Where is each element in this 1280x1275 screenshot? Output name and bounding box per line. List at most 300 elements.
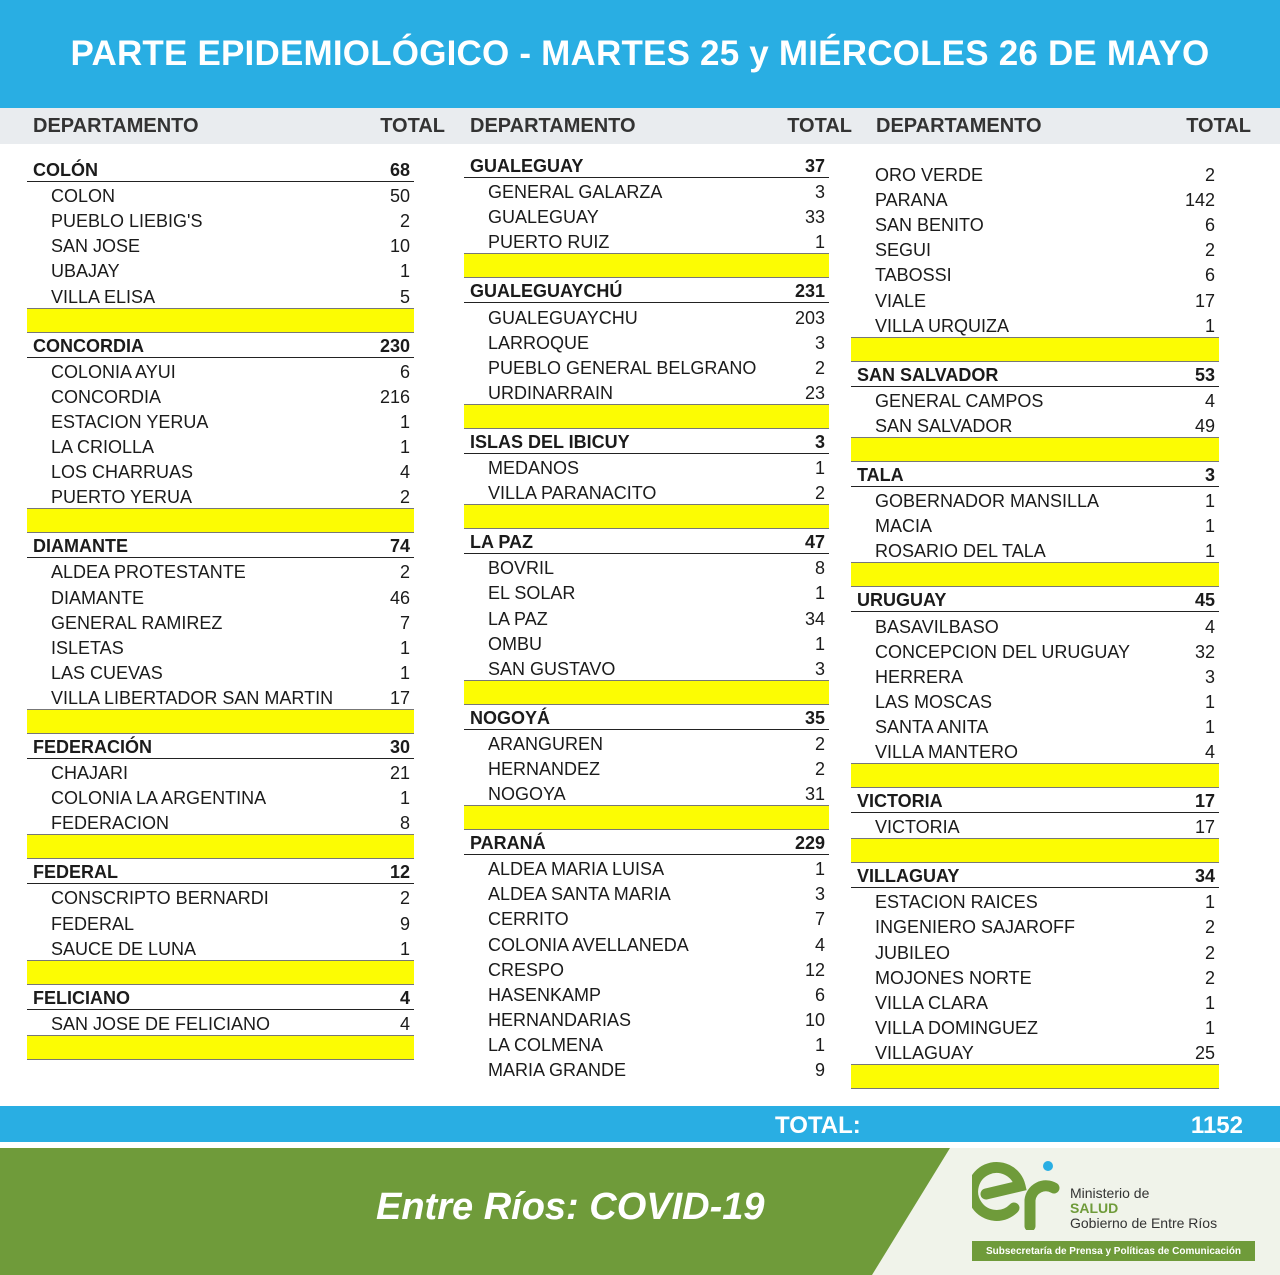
locality-row-name: LAS CUEVAS bbox=[51, 662, 163, 683]
locality-row-name: UBAJAY bbox=[51, 261, 120, 282]
locality-row-name: VILLA DOMINGUEZ bbox=[875, 1017, 1039, 1038]
department-row-name: SAN SALVADOR bbox=[857, 364, 999, 385]
locality-row-value: 2 bbox=[1204, 967, 1215, 988]
separator-highlight bbox=[464, 504, 829, 529]
locality-row-name: CRESPO bbox=[488, 959, 565, 980]
locality-row bbox=[851, 713, 1219, 738]
locality-row-value: 1 bbox=[1204, 491, 1215, 512]
locality-row-value: 142 bbox=[1184, 190, 1215, 211]
locality-row-name: ALDEA MARIA LUISA bbox=[488, 859, 665, 880]
department-row-name: CONCORDIA bbox=[33, 335, 144, 356]
locality-row-name: SANTA ANITA bbox=[875, 716, 989, 737]
locality-row bbox=[27, 935, 414, 960]
total-bar bbox=[0, 1106, 1280, 1142]
locality-row-name: GUALEGUAYCHU bbox=[488, 307, 638, 328]
table-column-1 bbox=[27, 157, 414, 1060]
locality-row-name: JUBILEO bbox=[875, 942, 951, 963]
locality-row-name: PUEBLO GENERAL BELGRANO bbox=[488, 357, 757, 378]
separator-highlight bbox=[27, 308, 414, 333]
department-row-name: FEDERAL bbox=[33, 862, 118, 883]
column-header-3 bbox=[876, 108, 1251, 144]
locality-row-name: HERNANDARIAS bbox=[488, 1009, 632, 1030]
locality-row-value: 3 bbox=[814, 332, 825, 353]
locality-row bbox=[27, 282, 414, 307]
locality-row bbox=[27, 684, 414, 709]
locality-row-name: VILLA PARANACITO bbox=[488, 483, 657, 504]
locality-row-name: CONSCRIPTO BERNARDI bbox=[51, 888, 269, 909]
locality-row-name: PUERTO RUIZ bbox=[488, 232, 610, 253]
department-row-name: VICTORIA bbox=[857, 791, 943, 812]
department-row-value: 3 bbox=[814, 431, 825, 452]
locality-row bbox=[851, 813, 1219, 838]
locality-row bbox=[851, 612, 1219, 637]
dept-header: DEPARTAMENTO bbox=[470, 114, 636, 137]
locality-row-name: VILLA CLARA bbox=[875, 992, 989, 1013]
locality-row bbox=[27, 433, 414, 458]
locality-row-value: 1 bbox=[1204, 992, 1215, 1013]
locality-row-value: 31 bbox=[804, 784, 825, 805]
locality-row-name: ALDEA PROTESTANTE bbox=[51, 562, 246, 583]
locality-row bbox=[851, 938, 1219, 963]
locality-row-value: 2 bbox=[814, 758, 825, 779]
locality-row-name: PUEBLO LIEBIG'S bbox=[51, 211, 203, 232]
separator-highlight bbox=[27, 834, 414, 859]
department-row-value: 30 bbox=[389, 736, 410, 757]
department-row-value: 37 bbox=[804, 156, 825, 177]
separator-highlight bbox=[851, 562, 1219, 587]
locality-row-name: SEGUI bbox=[875, 240, 932, 261]
locality-row-name: GOBERNADOR MANSILLA bbox=[875, 491, 1100, 512]
locality-row-value: 1 bbox=[1204, 1017, 1215, 1038]
department-row-name: NOGOYÁ bbox=[470, 707, 551, 728]
department-row-value: 45 bbox=[1194, 590, 1215, 611]
locality-row-value: 6 bbox=[814, 984, 825, 1005]
locality-row bbox=[851, 487, 1219, 512]
locality-row bbox=[851, 236, 1219, 261]
locality-row-value: 1 bbox=[1204, 315, 1215, 336]
locality-row-value: 10 bbox=[389, 236, 410, 257]
locality-row-name: NOGOYA bbox=[488, 784, 566, 805]
locality-row bbox=[27, 458, 414, 483]
locality-row-name: VILLAGUAY bbox=[875, 1042, 974, 1063]
locality-row-value: 3 bbox=[814, 884, 825, 905]
locality-row-value: 1 bbox=[814, 859, 825, 880]
locality-row-value: 8 bbox=[814, 558, 825, 579]
department-row-value: 53 bbox=[1194, 364, 1215, 385]
locality-row-value: 12 bbox=[804, 959, 825, 980]
locality-row-name: COLON bbox=[51, 186, 116, 207]
locality-row-value: 7 bbox=[814, 909, 825, 930]
locality-row bbox=[27, 809, 414, 834]
locality-row-name: FEDERAL bbox=[51, 913, 135, 934]
locality-row bbox=[851, 688, 1219, 713]
separator-highlight bbox=[464, 253, 829, 278]
locality-row-name: FEDERACION bbox=[51, 813, 170, 834]
department-row bbox=[464, 529, 829, 554]
locality-row bbox=[464, 855, 829, 880]
department-row bbox=[464, 429, 829, 454]
locality-row-name: BOVRIL bbox=[488, 558, 555, 579]
locality-row bbox=[464, 354, 829, 379]
locality-row-value: 5 bbox=[399, 286, 410, 307]
locality-row-value: 1 bbox=[1204, 516, 1215, 537]
locality-row bbox=[27, 909, 414, 934]
department-row bbox=[464, 830, 829, 855]
total-value: 1152 bbox=[1190, 1112, 1243, 1139]
locality-row-value: 2 bbox=[1204, 165, 1215, 186]
locality-row bbox=[464, 930, 829, 955]
locality-row-value: 1 bbox=[1204, 716, 1215, 737]
locality-row-name: HERRERA bbox=[875, 666, 964, 687]
separator-highlight bbox=[851, 1064, 1219, 1089]
department-row-value: 3 bbox=[1204, 465, 1215, 486]
locality-row-value: 4 bbox=[814, 934, 825, 955]
department-row bbox=[851, 863, 1219, 888]
locality-row bbox=[851, 888, 1219, 913]
locality-row-value: 7 bbox=[399, 612, 410, 633]
locality-row-name: VILLA MANTERO bbox=[875, 741, 1019, 762]
subsecretaria-strip: Subsecretaría de Prensa y Políticas de Comunicación bbox=[972, 1241, 1255, 1261]
locality-row-name: ESTACION RAICES bbox=[875, 892, 1038, 913]
locality-row bbox=[464, 579, 829, 604]
table-column-2 bbox=[464, 153, 829, 1081]
locality-row-value: 25 bbox=[1194, 1042, 1215, 1063]
locality-row-name: OMBU bbox=[488, 633, 542, 654]
locality-row bbox=[27, 232, 414, 257]
department-row-name: GUALEGUAYCHÚ bbox=[470, 281, 623, 302]
separator-highlight bbox=[464, 805, 829, 830]
locality-row bbox=[464, 203, 829, 228]
locality-row bbox=[851, 211, 1219, 236]
locality-row bbox=[27, 408, 414, 433]
locality-row-value: 2 bbox=[814, 357, 825, 378]
locality-row-name: CHAJARI bbox=[51, 763, 129, 784]
locality-row-value: 4 bbox=[399, 462, 410, 483]
locality-row-value: 2 bbox=[814, 733, 825, 754]
ministry-line3: Gobierno de Entre Ríos bbox=[1070, 1215, 1218, 1231]
locality-row-value: 50 bbox=[389, 186, 410, 207]
locality-row bbox=[464, 228, 829, 253]
locality-row bbox=[851, 161, 1219, 186]
department-row-value: 231 bbox=[794, 281, 825, 302]
total-header: TOTAL bbox=[1186, 114, 1251, 137]
locality-row-name: ISLETAS bbox=[51, 637, 124, 658]
locality-row bbox=[27, 483, 414, 508]
ministry-label bbox=[1070, 1186, 1217, 1231]
locality-row-name: ORO VERDE bbox=[875, 165, 984, 186]
locality-row bbox=[464, 554, 829, 579]
locality-row-name: GENERAL CAMPOS bbox=[875, 390, 1044, 411]
department-row-value: 35 bbox=[804, 707, 825, 728]
locality-row bbox=[851, 512, 1219, 537]
locality-row bbox=[464, 303, 829, 328]
locality-row-name: DIAMANTE bbox=[51, 587, 145, 608]
locality-row-value: 3 bbox=[1204, 666, 1215, 687]
department-row-name: GUALEGUAY bbox=[470, 156, 584, 177]
department-row bbox=[464, 278, 829, 303]
total-header: TOTAL bbox=[787, 114, 852, 137]
locality-row-value: 21 bbox=[389, 763, 410, 784]
locality-row bbox=[464, 604, 829, 629]
footer-title: Entre Ríos: COVID-19 bbox=[376, 1186, 765, 1228]
locality-row bbox=[27, 358, 414, 383]
locality-row bbox=[851, 638, 1219, 663]
dept-header: DEPARTAMENTO bbox=[33, 114, 199, 137]
locality-row bbox=[851, 412, 1219, 437]
locality-row-name: INGENIERO SAJAROFF bbox=[875, 917, 1076, 938]
locality-row-value: 17 bbox=[1194, 817, 1215, 838]
locality-row-value: 2 bbox=[1204, 917, 1215, 938]
locality-row-value: 2 bbox=[399, 487, 410, 508]
locality-row-name: COLONIA AYUI bbox=[51, 361, 176, 382]
locality-row bbox=[464, 1006, 829, 1031]
department-row-value: 4 bbox=[399, 987, 410, 1008]
department-row-name: TALA bbox=[857, 465, 904, 486]
locality-row bbox=[851, 964, 1219, 989]
department-row bbox=[851, 788, 1219, 813]
locality-row bbox=[464, 178, 829, 203]
department-row-name: ISLAS DEL IBICUY bbox=[470, 431, 630, 452]
page-title: PARTE EPIDEMIOLÓGICO - MARTES 25 y MIÉRCOLES 26 DE MAYO bbox=[70, 34, 1210, 73]
separator-highlight bbox=[851, 763, 1219, 788]
locality-row-name: GENERAL GALARZA bbox=[488, 182, 663, 203]
locality-row-value: 6 bbox=[1204, 215, 1215, 236]
locality-row-value: 1 bbox=[814, 633, 825, 654]
locality-row-value: 17 bbox=[389, 687, 410, 708]
department-row bbox=[851, 587, 1219, 612]
locality-row bbox=[464, 1031, 829, 1056]
separator-highlight bbox=[27, 960, 414, 985]
locality-row bbox=[464, 379, 829, 404]
locality-row-name: LAS MOSCAS bbox=[875, 691, 993, 712]
locality-row bbox=[851, 913, 1219, 938]
department-row-name: URUGUAY bbox=[857, 590, 947, 611]
locality-row-value: 3 bbox=[814, 658, 825, 679]
department-row-value: 47 bbox=[804, 532, 825, 553]
locality-row-name: SAN SALVADOR bbox=[875, 415, 1013, 436]
department-row bbox=[464, 705, 829, 730]
department-row bbox=[851, 462, 1219, 487]
locality-row bbox=[464, 479, 829, 504]
locality-row-name: MARIA GRANDE bbox=[488, 1060, 627, 1080]
department-row-name: FEDERACIÓN bbox=[33, 736, 153, 757]
department-row-value: 74 bbox=[389, 536, 410, 557]
locality-row bbox=[464, 630, 829, 655]
locality-row bbox=[27, 558, 414, 583]
total-header: TOTAL bbox=[380, 114, 445, 137]
column-header-1 bbox=[33, 108, 445, 144]
locality-row-name: VILLA ELISA bbox=[51, 286, 156, 307]
locality-row bbox=[27, 884, 414, 909]
locality-row bbox=[27, 583, 414, 608]
locality-row-name: SAN JOSE bbox=[51, 236, 141, 257]
locality-row-name: LA CRIOLLA bbox=[51, 437, 155, 458]
locality-row-value: 17 bbox=[1194, 290, 1215, 311]
locality-row-value: 3 bbox=[814, 182, 825, 203]
locality-row bbox=[27, 1010, 414, 1035]
locality-row-value: 2 bbox=[399, 888, 410, 909]
locality-row-name: LARROQUE bbox=[488, 332, 590, 353]
ministry-line2: SALUD bbox=[1070, 1200, 1119, 1216]
locality-row bbox=[851, 1014, 1219, 1039]
locality-row-name: COLONIA LA ARGENTINA bbox=[51, 788, 267, 809]
locality-row bbox=[464, 655, 829, 680]
total-label: TOTAL: bbox=[775, 1112, 861, 1139]
department-row-value: 34 bbox=[1194, 866, 1215, 887]
locality-row-name: LA COLMENA bbox=[488, 1034, 604, 1055]
locality-row-value: 1 bbox=[814, 1034, 825, 1055]
locality-row-name: LOS CHARRUAS bbox=[51, 462, 194, 483]
locality-row-value: 1 bbox=[399, 411, 410, 432]
locality-row bbox=[851, 261, 1219, 286]
locality-row-value: 1 bbox=[399, 261, 410, 282]
locality-row-value: 1 bbox=[1204, 691, 1215, 712]
locality-row-value: 8 bbox=[399, 813, 410, 834]
table-column-3 bbox=[851, 161, 1219, 1089]
locality-row-value: 33 bbox=[804, 207, 825, 228]
locality-row-name: SAN JOSE DE FELICIANO bbox=[51, 1013, 271, 1034]
locality-row-value: 1 bbox=[399, 662, 410, 683]
separator-highlight bbox=[27, 709, 414, 734]
locality-row-name: EL SOLAR bbox=[488, 583, 576, 604]
locality-row bbox=[27, 182, 414, 207]
locality-row-value: 9 bbox=[814, 1060, 825, 1080]
locality-row-name: TABOSSI bbox=[875, 265, 952, 286]
locality-row-value: 1 bbox=[399, 637, 410, 658]
department-row bbox=[27, 157, 414, 182]
locality-row bbox=[27, 659, 414, 684]
department-row-value: 68 bbox=[389, 160, 410, 181]
locality-row bbox=[464, 755, 829, 780]
department-row-value: 229 bbox=[794, 833, 825, 854]
locality-row-name: MEDANOS bbox=[488, 458, 580, 479]
locality-row-name: SAN GUSTAVO bbox=[488, 658, 616, 679]
department-row-value: 230 bbox=[379, 335, 410, 356]
locality-row-name: ARANGUREN bbox=[488, 733, 604, 754]
locality-row bbox=[851, 286, 1219, 311]
locality-row-value: 2 bbox=[814, 483, 825, 504]
locality-row bbox=[464, 880, 829, 905]
locality-row bbox=[851, 537, 1219, 562]
locality-row bbox=[464, 780, 829, 805]
locality-row-value: 2 bbox=[1204, 240, 1215, 261]
department-row bbox=[27, 333, 414, 358]
department-row-name: FELICIANO bbox=[33, 987, 130, 1008]
dept-header: DEPARTAMENTO bbox=[876, 114, 1042, 137]
locality-row bbox=[464, 981, 829, 1006]
locality-row bbox=[464, 454, 829, 479]
locality-row-value: 9 bbox=[399, 913, 410, 934]
department-row-name: COLÓN bbox=[33, 160, 98, 181]
locality-row-value: 4 bbox=[1204, 616, 1215, 637]
locality-row bbox=[27, 383, 414, 408]
locality-row bbox=[27, 257, 414, 282]
locality-row-value: 6 bbox=[1204, 265, 1215, 286]
separator-highlight bbox=[464, 680, 829, 705]
department-row bbox=[27, 533, 414, 558]
department-row-name: PARANÁ bbox=[470, 833, 546, 854]
locality-row-value: 49 bbox=[1194, 415, 1215, 436]
locality-row-name: COLONIA AVELLANEDA bbox=[488, 934, 689, 955]
header-banner bbox=[0, 0, 1280, 108]
separator-highlight bbox=[851, 838, 1219, 863]
locality-row bbox=[27, 634, 414, 659]
locality-row bbox=[464, 1056, 829, 1081]
locality-row-value: 34 bbox=[804, 608, 825, 629]
er-logo-icon bbox=[972, 1160, 1064, 1230]
locality-row-value: 46 bbox=[389, 587, 410, 608]
locality-row-value: 6 bbox=[399, 361, 410, 382]
locality-row-name: GUALEGUAY bbox=[488, 207, 599, 228]
locality-row bbox=[464, 329, 829, 354]
locality-row bbox=[464, 905, 829, 930]
locality-row-name: CONCEPCION DEL URUGUAY bbox=[875, 641, 1131, 662]
locality-row bbox=[464, 956, 829, 981]
locality-row-name: GENERAL RAMIREZ bbox=[51, 612, 223, 633]
separator-highlight bbox=[851, 437, 1219, 462]
department-row-name: VILLAGUAY bbox=[857, 866, 960, 887]
locality-row-name: SAN BENITO bbox=[875, 215, 984, 236]
locality-row bbox=[851, 738, 1219, 763]
locality-row-name: HASENKAMP bbox=[488, 984, 602, 1005]
department-row bbox=[27, 734, 414, 759]
locality-row-name: MACIA bbox=[875, 516, 933, 537]
locality-row bbox=[851, 989, 1219, 1014]
locality-row-value: 216 bbox=[379, 386, 410, 407]
locality-row-value: 10 bbox=[804, 1009, 825, 1030]
locality-row bbox=[27, 784, 414, 809]
locality-row bbox=[851, 387, 1219, 412]
locality-row bbox=[851, 186, 1219, 211]
locality-row-value: 1 bbox=[399, 938, 410, 959]
locality-row-name: CERRITO bbox=[488, 909, 569, 930]
locality-row-name: ROSARIO DEL TALA bbox=[875, 541, 1046, 562]
locality-row-value: 32 bbox=[1194, 641, 1215, 662]
department-row bbox=[27, 859, 414, 884]
locality-row-value: 2 bbox=[399, 562, 410, 583]
locality-row-value: 4 bbox=[1204, 390, 1215, 411]
locality-row-name: ESTACION YERUA bbox=[51, 411, 209, 432]
locality-row bbox=[464, 730, 829, 755]
locality-row-value: 1 bbox=[399, 437, 410, 458]
locality-row-name: SAUCE DE LUNA bbox=[51, 938, 197, 959]
department-row-value: 17 bbox=[1194, 791, 1215, 812]
separator-highlight bbox=[851, 337, 1219, 362]
locality-row-value: 2 bbox=[1204, 942, 1215, 963]
department-row-value: 12 bbox=[389, 862, 410, 883]
department-row-name: LA PAZ bbox=[470, 532, 533, 553]
locality-row-value: 1 bbox=[814, 583, 825, 604]
locality-row-name: MOJONES NORTE bbox=[875, 967, 1032, 988]
locality-row-value: 2 bbox=[399, 211, 410, 232]
separator-highlight bbox=[27, 508, 414, 533]
ministry-line1: Ministerio de bbox=[1070, 1185, 1150, 1201]
locality-row-name: VIALE bbox=[875, 290, 927, 311]
department-row bbox=[27, 985, 414, 1010]
separator-highlight bbox=[464, 404, 829, 429]
locality-row-name: URDINARRAIN bbox=[488, 382, 614, 403]
locality-row-value: 4 bbox=[1204, 741, 1215, 762]
locality-row bbox=[27, 207, 414, 232]
locality-row-name: CONCORDIA bbox=[51, 386, 162, 407]
department-row-name: DIAMANTE bbox=[33, 536, 128, 557]
locality-row-name: VILLA URQUIZA bbox=[875, 315, 1010, 336]
locality-row-value: 4 bbox=[399, 1013, 410, 1034]
locality-row-value: 1 bbox=[399, 788, 410, 809]
locality-row-name: PARANA bbox=[875, 190, 948, 211]
locality-row-name: PUERTO YERUA bbox=[51, 487, 193, 508]
department-row bbox=[851, 362, 1219, 387]
